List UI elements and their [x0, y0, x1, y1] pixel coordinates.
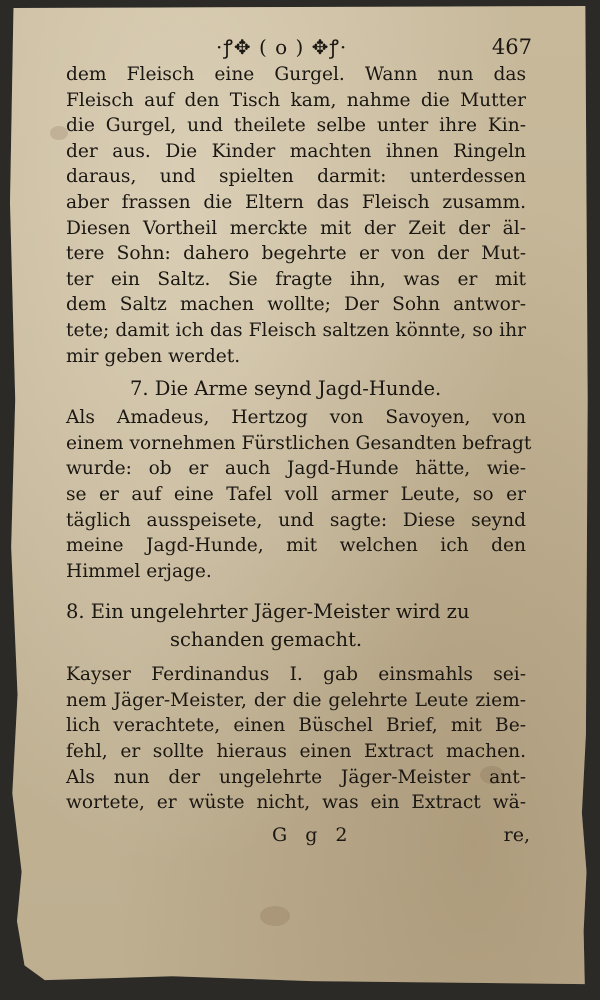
- text-line: der aus. Die Kinder machten ihnen Ringeln: [66, 140, 526, 162]
- text-line: tete; damit ich das Fleisch saltzen könnte, so ihr: [66, 319, 526, 341]
- page-footer: [66, 820, 530, 850]
- text-line: Diesen Vortheil merckte mit der Zeit der äl-: [66, 217, 526, 239]
- text-line: se er auf eine Tafel voll armer Leute, so er: [66, 483, 526, 505]
- text-line: dem Saltz machen wollte; Der Sohn antwor-: [66, 294, 526, 316]
- paragraph-story-6-ending: [66, 62, 526, 369]
- paragraph-story-7: [66, 405, 532, 584]
- text-line: lich verachtete, einen Büschel Brief, mit Be-: [66, 715, 526, 737]
- paper-stain: [260, 906, 290, 926]
- text-line: aber frassen die Eltern das Fleisch zusamm.: [66, 191, 526, 213]
- section-heading-8: 8. Ein ungelehrter Jäger-Meister wird zu: [66, 600, 470, 624]
- text-line: einem vornehmen Fürstlichen Gesandten befragt: [66, 432, 532, 454]
- signature-mark: G g 2: [272, 823, 354, 846]
- text-line: ter ein Saltz. Sie fragte ihn, was er mit: [66, 268, 526, 290]
- section-heading-7: 7. Die Arme seynd Jagd-Hunde.: [130, 377, 442, 401]
- text-line: nem Jäger-Meister, der die gelehrte Leute ziem-: [66, 689, 526, 711]
- head-ornament: ·ꝭ✥ ( o ) ✥ꝭ·: [216, 35, 348, 59]
- text-line: Fleisch auf den Tisch kam, nahme die Mutter: [66, 89, 526, 111]
- catchword: re,: [503, 823, 530, 846]
- text-line: mir geben werdet.: [66, 345, 241, 367]
- page-text: [66, 32, 532, 850]
- text-line: Himmel erjage.: [66, 560, 212, 582]
- text-line: wurde: ob er auch Jagd-Hunde hätte, wie-: [66, 458, 526, 480]
- text-line: tere Sohn: dahero begehrte er von der Mut-: [66, 243, 526, 265]
- paragraph-story-8: [66, 662, 526, 816]
- text-line: dem Fleisch eine Gurgel. Wann nun das: [66, 64, 526, 85]
- section-heading-8-continued: schanden gemacht.: [170, 628, 363, 652]
- text-line: daraus, und spielten darmit: unterdessen: [66, 166, 526, 188]
- text-line: Kayser Ferdinandus I. gab einsmahls sei-: [66, 664, 526, 686]
- text-line: Als Amadeus, Hertzog von Savoyen, von: [66, 407, 526, 429]
- text-line: meine Jagd-Hunde, mit welchen ich den: [66, 535, 526, 557]
- text-line: fehl, er sollte hieraus einen Extract machen.: [66, 741, 526, 763]
- text-line: täglich ausspeisete, und sagte: Diese seynd: [66, 509, 526, 531]
- text-line: wortete, er wüste nicht, was ein Extract wä-: [66, 792, 526, 814]
- running-head: [66, 32, 532, 62]
- text-line: die Gurgel, und theilete selbe unter ihre Kin-: [66, 115, 526, 137]
- text-line: Als nun der ungelehrte Jäger-Meister ant-: [66, 766, 526, 788]
- page-number: 467: [491, 35, 532, 59]
